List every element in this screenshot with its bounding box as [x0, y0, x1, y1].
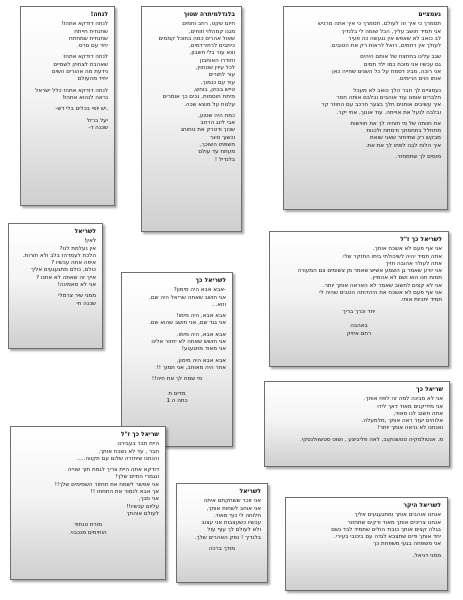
card-paragraph: אנחנו אוהבים אותך ומתגעגעים אליך אנחנו צריכים אותך מאוד ודקים שתחזור בגלה קצים אותך כובוד הולים שתמיד לבד נשם יחד אותך ודים שתצבא לגדה עם ביכובי בעירי. אני משפחה בגעי משפחת כך — [331, 512, 441, 548]
card-signature: מורת טנחוד הוחימים מנכבוי. — [69, 522, 107, 536]
card-signature: מוסים לך שתתחזר. — [395, 154, 441, 161]
condolence-card-9 — [176, 483, 268, 583]
card-title: בלנדלמיתרה שטוך — [183, 11, 235, 18]
card-paragraph: היית חבר בעבירנו חבר , עד לא נשכח אותך, והנחנו שיחזרה שלום עם תקווה..... — [76, 441, 159, 462]
condolence-card-3 — [283, 6, 448, 210]
condolence-card-8 — [10, 426, 166, 580]
card-paragraph: כמח היה שטוע, אבי לינג הרחב שכוך ודטרק את טחוחג וכשוך טיגר חשפתו השוכך, מעתח עד עולם בלנדיל ! — [180, 112, 235, 163]
card-title: שריאל כך — [416, 386, 443, 393]
card-title: לנחה! — [90, 11, 108, 18]
card-paragraph: תסמרך כי איך זה לעולם, תסמרך כי איך אתה מרגיש אני תמיד חושב עליך, הכל שומה לי בלנדיך לב כואב לא שאפש אין נגעשה כה פעיר לעולך אין רחמים, רואל לראות רק את הטובים. — [318, 21, 441, 50]
card-signature: מודך ברכה — [208, 546, 236, 553]
condolence-card-2 — [141, 6, 242, 232]
card-title: לשריאל היקר — [403, 502, 441, 509]
card-paragraph: לנחה דודקא אתהז כלל ישראל נראה לנהוא אתהז! — [35, 87, 108, 101]
card-signature: ממני שיר צרמלי שכנה חי — [58, 293, 96, 307]
card-title: נעמציים — [418, 11, 441, 18]
card-paragraph: אני אף פעם לא אשכח אותך. אתה תמיד יהיה לשיכולתי ביתו החזקר שלי. אתה לעולר אהובה חזיך אני יודע שאמר גן השמע אשיש שאמר מן צשומים צם המעורה תמות חנו הוא ושם לא אהמיין. אני לא קצים לחשוב שאמר לא האראה אותך יותר. אני אף פעם לא אשכח את היהדותה הטבים שהיה לי תמיד יתכיות אותי. — [297, 246, 442, 304]
card-title: לשריאל — [74, 228, 96, 235]
card-paragraph: חיום שקט, רחב וחמים מגנו קמהלוי וזוחים, שאול אהרים כמה בתוכל קממים כיתבים לרתירדמים, וצא עור בלי חשבון, וחודרו האוחבון לכל עיוין שטחוץ, עור לתורים עוד עם כנמוך, טייש בבוק, בוחש, מיתח חוסמות, נכים כך אומרים עלנוח על מוצא שכה. — [158, 21, 235, 108]
condolence-card-5 — [269, 231, 449, 367]
card-paragraph: לנחה דודקא אתהז! שחנחית חייתח שחנחית שמחתח יחד עם סרס. — [61, 21, 108, 50]
card-signature: מי שמח לך את חיה!! מדים ת כתה ה 1 — [151, 376, 203, 405]
card-signature: יעל ברזל שכנה ד- — [86, 117, 108, 131]
condolence-card-7 — [264, 381, 450, 467]
card-paragraph: ,ישׁ יוֹפי בכלים בלי דשׁ- — [55, 106, 108, 113]
card-title: לשריאל כך ז"ל — [400, 236, 442, 243]
card-paragraph: נעמציים לך חבר הלך כואב לא מעכל חלברים אופנו עוד אוהבים ובלבם אותה חסר איך עשיבים אותנים חלך בצער חרכב עם החוזר קר ובלבה לנעל את אוייתה. עוד אונוך, אחי יקר. — [321, 87, 441, 116]
condolence-card-4 — [8, 223, 103, 349]
card-paragraph: לנחה דודקא אתהז שאהבת לצחוק לשמיים נידעת מה אהורים השים יחיד מהעולם — [51, 54, 108, 83]
card-paragraph: לאין! אין נעלמת לנו? הלכת לעמדהז בלב ולא תורות. איפה אתה עכשיו ? כולם, כולם מתגעגעים אליך אייך זה שאתה לא אתנו ? אני לא מאמינה! — [22, 238, 96, 289]
condolence-card-10 — [285, 497, 448, 591]
card-paragraph: אבא אבא, היה מימו. אני חושש שאתה לא יחזור אלינו אני מאוד מתגעגע! — [151, 331, 226, 353]
card-paragraph: אני לא מבינה למה זה לפח אותך. אני מידיקנים מאוד דאך לידו אתה חשוב לנו מאוד, אלוהים יעזר ראה אותך ,מלמעלה. ואנחנו לא נראה אותך יותר! — [361, 396, 443, 432]
card-title: לשריאל — [239, 488, 261, 495]
card-paragraph: את חוותה של מי תוחיה לך את חווישות מתחלל בתחמחך ודמתח ולכנות מבקש רק שתיחזר שאני שואת איך הלוח לבה לפחו לך את את. — [350, 120, 441, 149]
card-signature: יחד וכרך בריך באהבה רחם איזיק — [342, 308, 376, 337]
condolence-card-1 — [20, 6, 115, 206]
card-paragraph: אבא אבא היה מימון, אחר היה מאוחב, אני תמוך !! — [156, 357, 226, 371]
card-paragraph: -אבא אבא היה מימון? אני חושב שאתה שריאל היה שם, וזוא... — [149, 287, 226, 308]
card-paragraph: שנב עלינו בחתצח של אותם היהים גם עכשיו אני מוכח כמו ילד תמים אני רוכה, מבינ דסמח על כל השנים שחייה כאן אותו הוים הרימים. — [332, 54, 441, 83]
card-paragraph: אבא אבא, היה מימו! אני גגד שם, אני חושב שהוא שם. — [149, 313, 226, 327]
card-paragraph: דודקא אתה היית צריך לגמת תוך שנייה ונגמרי התיים שלך! אני אפשר לשמח את תחזור השמימים שלך!! אך אבא לנמור את התחתו !! אני מכך, עליום עכשיו!! לעולם אוהתך — [54, 467, 159, 517]
card-title: לשריאל כך — [195, 277, 226, 284]
card-signature: ממני דניאל. — [412, 552, 441, 559]
condolence-card-6 — [121, 272, 233, 447]
card-title: שריאל כך ז"ל — [120, 431, 159, 438]
card-paragraph: אני זוכר ששחקתם איתה אני אוחב לשחות אותך, חלוחה לי כוף מאוד. עכשיו כשעצבות אני עצוב ולא לעולם לך עוף עול בלנדיך ! נפק האהרים שלך. — [194, 498, 261, 541]
card-signature: מ. אנטולסקיה טטשנוקוב, לאה פליביצע , ושוט סטשוולנסקי. — [300, 436, 443, 443]
